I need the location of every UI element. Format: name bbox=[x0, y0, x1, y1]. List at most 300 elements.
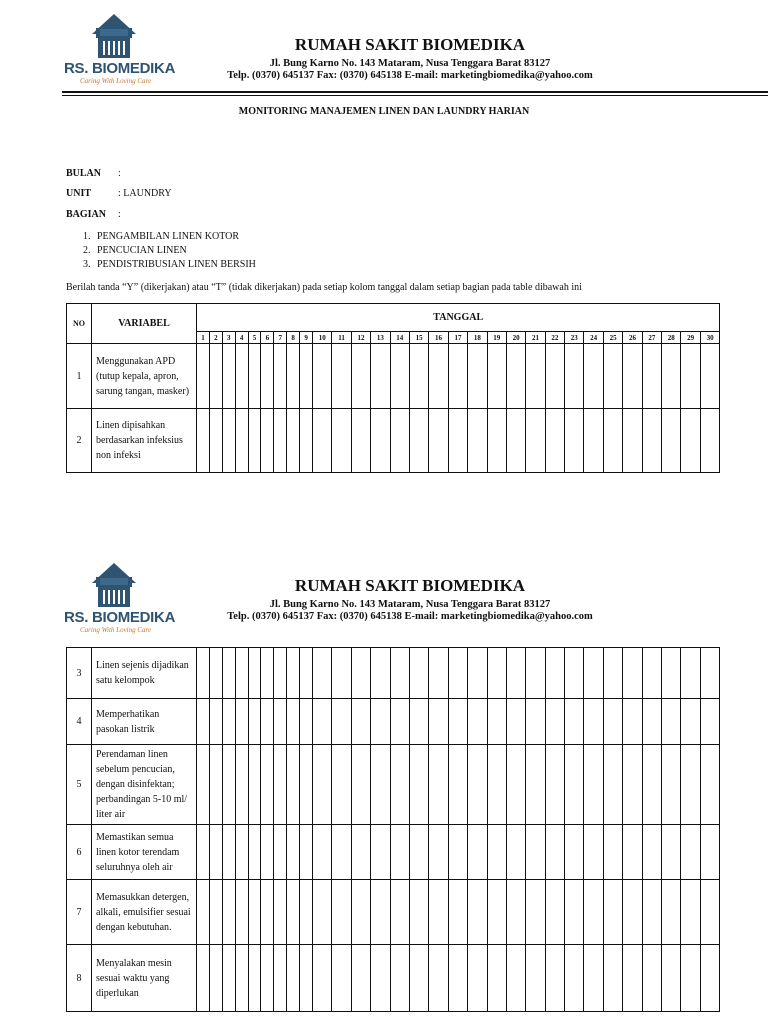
day-cell-7[interactable] bbox=[274, 409, 287, 473]
table-row bbox=[67, 745, 720, 825]
building-icon bbox=[90, 14, 138, 60]
day-cell-16[interactable] bbox=[429, 880, 448, 945]
field-bulan bbox=[66, 168, 121, 179]
day-header-21: 21 bbox=[526, 332, 545, 344]
day-cell-8[interactable] bbox=[287, 648, 300, 699]
day-cell-3[interactable] bbox=[222, 825, 235, 880]
day-cell-26[interactable] bbox=[623, 745, 642, 825]
day-cell-8[interactable] bbox=[287, 825, 300, 880]
list-number: 3. bbox=[83, 259, 91, 270]
day-cell-20[interactable] bbox=[506, 409, 525, 473]
day-cell-26[interactable] bbox=[623, 344, 642, 409]
building-icon bbox=[90, 563, 138, 609]
day-cell-14[interactable] bbox=[390, 745, 409, 825]
day-cell-11[interactable] bbox=[332, 409, 351, 473]
day-cell-18[interactable] bbox=[468, 880, 487, 945]
row-variabel: Perendaman linen sebelum pencucian, dengan disinfektan; perbandingan 5-10 ml/ liter air bbox=[92, 745, 197, 825]
day-cell-23[interactable] bbox=[565, 699, 584, 745]
day-cell-19[interactable] bbox=[487, 699, 506, 745]
day-cell-20[interactable] bbox=[506, 699, 525, 745]
table-row bbox=[67, 648, 720, 699]
day-cell-20[interactable] bbox=[506, 745, 525, 825]
day-cell-12[interactable] bbox=[351, 409, 370, 473]
day-cell-14[interactable] bbox=[390, 945, 409, 1012]
day-cell-14[interactable] bbox=[390, 409, 409, 473]
day-cell-23[interactable] bbox=[565, 409, 584, 473]
day-cell-29[interactable] bbox=[681, 745, 700, 825]
table-row bbox=[67, 344, 720, 409]
day-cell-7[interactable] bbox=[274, 945, 287, 1012]
day-cell-29[interactable] bbox=[681, 880, 700, 945]
day-cell-17[interactable] bbox=[448, 409, 467, 473]
field-value: : bbox=[118, 168, 121, 179]
day-cell-11[interactable] bbox=[332, 699, 351, 745]
day-cell-1[interactable] bbox=[197, 825, 210, 880]
day-cell-7[interactable] bbox=[274, 648, 287, 699]
day-cell-19[interactable] bbox=[487, 648, 506, 699]
day-cell-21[interactable] bbox=[526, 880, 545, 945]
day-cell-5[interactable] bbox=[248, 745, 261, 825]
day-cell-23[interactable] bbox=[565, 825, 584, 880]
day-cell-12[interactable] bbox=[351, 648, 370, 699]
day-cell-4[interactable] bbox=[235, 409, 248, 473]
day-cell-13[interactable] bbox=[371, 409, 390, 473]
day-cell-1[interactable] bbox=[197, 745, 210, 825]
day-cell-6[interactable] bbox=[261, 699, 274, 745]
day-cell-20[interactable] bbox=[506, 825, 525, 880]
day-cell-17[interactable] bbox=[448, 945, 467, 1012]
day-cell-25[interactable] bbox=[603, 825, 622, 880]
day-cell-6[interactable] bbox=[261, 745, 274, 825]
day-cell-22[interactable] bbox=[545, 945, 564, 1012]
day-cell-24[interactable] bbox=[584, 825, 603, 880]
day-cell-7[interactable] bbox=[274, 699, 287, 745]
day-cell-16[interactable] bbox=[429, 344, 448, 409]
day-cell-6[interactable] bbox=[261, 880, 274, 945]
day-cell-18[interactable] bbox=[468, 945, 487, 1012]
day-cell-8[interactable] bbox=[287, 699, 300, 745]
day-cell-4[interactable] bbox=[235, 648, 248, 699]
list-number: 1. bbox=[83, 231, 91, 242]
list-item bbox=[83, 244, 256, 258]
day-cell-29[interactable] bbox=[681, 648, 700, 699]
day-cell-15[interactable] bbox=[409, 880, 428, 945]
day-cell-4[interactable] bbox=[235, 344, 248, 409]
day-cell-26[interactable] bbox=[623, 699, 642, 745]
day-cell-26[interactable] bbox=[623, 880, 642, 945]
day-cell-29[interactable] bbox=[681, 409, 700, 473]
day-cell-27[interactable] bbox=[642, 825, 661, 880]
day-cell-24[interactable] bbox=[584, 344, 603, 409]
day-cell-15[interactable] bbox=[409, 699, 428, 745]
hospital-address: Jl. Bung Karno No. 143 Mataram, Nusa Tenggara Barat 83127 bbox=[269, 58, 551, 69]
day-cell-3[interactable] bbox=[222, 409, 235, 473]
day-cell-11[interactable] bbox=[332, 825, 351, 880]
day-cell-6[interactable] bbox=[261, 344, 274, 409]
day-cell-17[interactable] bbox=[448, 745, 467, 825]
day-cell-2[interactable] bbox=[209, 825, 222, 880]
day-cell-18[interactable] bbox=[468, 699, 487, 745]
day-cell-11[interactable] bbox=[332, 880, 351, 945]
day-cell-27[interactable] bbox=[642, 945, 661, 1012]
day-cell-18[interactable] bbox=[468, 825, 487, 880]
day-cell-5[interactable] bbox=[248, 344, 261, 409]
day-cell-19[interactable] bbox=[487, 945, 506, 1012]
day-cell-18[interactable] bbox=[468, 344, 487, 409]
day-cell-18[interactable] bbox=[468, 648, 487, 699]
day-header-27: 27 bbox=[642, 332, 661, 344]
day-cell-27[interactable] bbox=[642, 880, 661, 945]
day-cell-21[interactable] bbox=[526, 648, 545, 699]
day-cell-15[interactable] bbox=[409, 409, 428, 473]
day-cell-19[interactable] bbox=[487, 880, 506, 945]
day-cell-28[interactable] bbox=[662, 648, 681, 699]
row-variabel: Memastikan semua linen kotor terendam seluruhnya oleh air bbox=[92, 825, 197, 880]
day-cell-26[interactable] bbox=[623, 409, 642, 473]
day-cell-24[interactable] bbox=[584, 945, 603, 1012]
day-cell-7[interactable] bbox=[274, 344, 287, 409]
list-number: 2. bbox=[83, 245, 91, 256]
day-cell-28[interactable] bbox=[662, 745, 681, 825]
day-cell-9[interactable] bbox=[300, 825, 313, 880]
day-cell-25[interactable] bbox=[603, 699, 622, 745]
day-cell-12[interactable] bbox=[351, 880, 370, 945]
day-cell-3[interactable] bbox=[222, 945, 235, 1012]
day-cell-4[interactable] bbox=[235, 825, 248, 880]
day-cell-10[interactable] bbox=[313, 699, 332, 745]
day-cell-5[interactable] bbox=[248, 699, 261, 745]
day-cell-22[interactable] bbox=[545, 745, 564, 825]
day-cell-18[interactable] bbox=[468, 409, 487, 473]
day-cell-5[interactable] bbox=[248, 945, 261, 1012]
day-header-22: 22 bbox=[545, 332, 564, 344]
day-cell-25[interactable] bbox=[603, 880, 622, 945]
day-cell-18[interactable] bbox=[468, 745, 487, 825]
day-cell-7[interactable] bbox=[274, 825, 287, 880]
day-cell-24[interactable] bbox=[584, 699, 603, 745]
day-cell-17[interactable] bbox=[448, 344, 467, 409]
day-cell-14[interactable] bbox=[390, 880, 409, 945]
day-cell-13[interactable] bbox=[371, 344, 390, 409]
day-cell-25[interactable] bbox=[603, 409, 622, 473]
day-cell-15[interactable] bbox=[409, 344, 428, 409]
day-cell-28[interactable] bbox=[662, 699, 681, 745]
day-cell-30[interactable] bbox=[700, 945, 719, 1012]
day-cell-16[interactable] bbox=[429, 745, 448, 825]
day-cell-21[interactable] bbox=[526, 745, 545, 825]
table-row bbox=[67, 409, 720, 473]
list-item bbox=[83, 230, 256, 244]
day-cell-10[interactable] bbox=[313, 825, 332, 880]
day-cell-13[interactable] bbox=[371, 699, 390, 745]
day-cell-19[interactable] bbox=[487, 344, 506, 409]
day-cell-13[interactable] bbox=[371, 880, 390, 945]
row-number: 6 bbox=[67, 825, 92, 880]
day-header-30: 30 bbox=[700, 332, 720, 344]
field-bagian bbox=[66, 209, 121, 220]
day-cell-2[interactable] bbox=[209, 699, 222, 745]
day-cell-12[interactable] bbox=[351, 344, 370, 409]
day-cell-9[interactable] bbox=[300, 745, 313, 825]
day-cell-17[interactable] bbox=[448, 825, 467, 880]
day-cell-3[interactable] bbox=[222, 745, 235, 825]
day-cell-27[interactable] bbox=[642, 699, 661, 745]
day-cell-21[interactable] bbox=[526, 699, 545, 745]
day-cell-30[interactable] bbox=[700, 745, 719, 825]
row-variabel: Menggunakan APD (tutup kepala, apron, sarung tangan, masker) bbox=[92, 344, 197, 409]
day-cell-30[interactable] bbox=[700, 409, 720, 473]
day-cell-23[interactable] bbox=[565, 945, 584, 1012]
day-cell-6[interactable] bbox=[261, 945, 274, 1012]
day-cell-7[interactable] bbox=[274, 745, 287, 825]
hospital-name: RUMAH SAKIT BIOMEDIKA bbox=[294, 35, 526, 54]
day-cell-24[interactable] bbox=[584, 648, 603, 699]
day-cell-26[interactable] bbox=[623, 648, 642, 699]
day-cell-22[interactable] bbox=[545, 699, 564, 745]
day-cell-20[interactable] bbox=[506, 648, 525, 699]
monitoring-table-page1 bbox=[66, 303, 720, 473]
day-header-7: 7 bbox=[274, 332, 287, 344]
day-cell-13[interactable] bbox=[371, 745, 390, 825]
hospital-logo bbox=[64, 14, 176, 94]
field-label: BULAN bbox=[66, 168, 102, 179]
day-cell-30[interactable] bbox=[700, 344, 720, 409]
day-cell-5[interactable] bbox=[248, 409, 261, 473]
day-cell-17[interactable] bbox=[448, 648, 467, 699]
day-cell-2[interactable] bbox=[209, 344, 222, 409]
day-cell-29[interactable] bbox=[681, 945, 700, 1012]
day-cell-20[interactable] bbox=[506, 880, 525, 945]
day-cell-21[interactable] bbox=[526, 409, 545, 473]
day-cell-23[interactable] bbox=[565, 648, 584, 699]
day-cell-11[interactable] bbox=[332, 745, 351, 825]
day-cell-25[interactable] bbox=[603, 344, 622, 409]
day-header-15: 15 bbox=[409, 332, 428, 344]
day-cell-25[interactable] bbox=[603, 745, 622, 825]
day-cell-8[interactable] bbox=[287, 344, 300, 409]
day-cell-16[interactable] bbox=[429, 699, 448, 745]
day-cell-14[interactable] bbox=[390, 648, 409, 699]
day-header-20: 20 bbox=[506, 332, 525, 344]
row-number: 8 bbox=[67, 945, 92, 1012]
day-cell-28[interactable] bbox=[662, 880, 681, 945]
day-cell-12[interactable] bbox=[351, 825, 370, 880]
day-cell-11[interactable] bbox=[332, 344, 351, 409]
day-cell-26[interactable] bbox=[623, 825, 642, 880]
row-number: 4 bbox=[67, 699, 92, 745]
day-cell-20[interactable] bbox=[506, 344, 525, 409]
day-cell-15[interactable] bbox=[409, 648, 428, 699]
day-cell-10[interactable] bbox=[313, 409, 332, 473]
day-cell-16[interactable] bbox=[429, 825, 448, 880]
day-cell-24[interactable] bbox=[584, 745, 603, 825]
day-cell-16[interactable] bbox=[429, 648, 448, 699]
day-cell-19[interactable] bbox=[487, 745, 506, 825]
day-cell-3[interactable] bbox=[222, 648, 235, 699]
day-cell-5[interactable] bbox=[248, 825, 261, 880]
day-cell-30[interactable] bbox=[700, 699, 719, 745]
list-text: PENDISTRIBUSIAN LINEN BERSIH bbox=[97, 259, 256, 270]
day-cell-4[interactable] bbox=[235, 699, 248, 745]
day-cell-8[interactable] bbox=[287, 409, 300, 473]
day-cell-15[interactable] bbox=[409, 945, 428, 1012]
day-cell-14[interactable] bbox=[390, 344, 409, 409]
day-cell-10[interactable] bbox=[313, 344, 332, 409]
field-value: : bbox=[118, 209, 121, 220]
field-value: : LAUNDRY bbox=[118, 188, 172, 199]
day-cell-22[interactable] bbox=[545, 409, 564, 473]
day-cell-4[interactable] bbox=[235, 880, 248, 945]
day-cell-30[interactable] bbox=[700, 880, 719, 945]
day-cell-23[interactable] bbox=[565, 344, 584, 409]
day-cell-7[interactable] bbox=[274, 880, 287, 945]
day-cell-11[interactable] bbox=[332, 648, 351, 699]
header-no: NO bbox=[67, 304, 92, 344]
day-cell-22[interactable] bbox=[545, 648, 564, 699]
day-cell-16[interactable] bbox=[429, 409, 448, 473]
hospital-logo bbox=[64, 563, 176, 643]
day-cell-29[interactable] bbox=[681, 344, 700, 409]
day-cell-28[interactable] bbox=[662, 945, 681, 1012]
day-cell-30[interactable] bbox=[700, 648, 719, 699]
day-cell-2[interactable] bbox=[209, 409, 222, 473]
row-variabel: Menyalakan mesin sesuai waktu yang diperlukan bbox=[92, 945, 197, 1012]
day-cell-6[interactable] bbox=[261, 825, 274, 880]
day-cell-21[interactable] bbox=[526, 945, 545, 1012]
day-cell-2[interactable] bbox=[209, 945, 222, 1012]
day-cell-1[interactable] bbox=[197, 880, 210, 945]
day-cell-27[interactable] bbox=[642, 745, 661, 825]
day-cell-19[interactable] bbox=[487, 825, 506, 880]
day-cell-28[interactable] bbox=[662, 344, 681, 409]
day-cell-6[interactable] bbox=[261, 648, 274, 699]
day-cell-3[interactable] bbox=[222, 344, 235, 409]
hospital-contact: Telp. (0370) 645137 Fax: (0370) 645138 E-mail: marketingbiomedika@yahoo.com bbox=[227, 70, 593, 81]
day-cell-1[interactable] bbox=[197, 344, 210, 409]
day-cell-29[interactable] bbox=[681, 699, 700, 745]
day-cell-23[interactable] bbox=[565, 880, 584, 945]
day-cell-21[interactable] bbox=[526, 825, 545, 880]
day-header-8: 8 bbox=[287, 332, 300, 344]
day-cell-2[interactable] bbox=[209, 745, 222, 825]
day-cell-10[interactable] bbox=[313, 745, 332, 825]
day-cell-20[interactable] bbox=[506, 945, 525, 1012]
day-cell-12[interactable] bbox=[351, 945, 370, 1012]
table-row bbox=[67, 825, 720, 880]
field-label: BAGIAN bbox=[66, 209, 107, 220]
monitoring-table-page2 bbox=[66, 647, 720, 1012]
header-tanggal: TANGGAL bbox=[197, 304, 720, 332]
day-header-19: 19 bbox=[487, 332, 506, 344]
day-cell-17[interactable] bbox=[448, 699, 467, 745]
bagian-list bbox=[83, 230, 256, 272]
day-cell-15[interactable] bbox=[409, 825, 428, 880]
day-cell-25[interactable] bbox=[603, 648, 622, 699]
day-cell-24[interactable] bbox=[584, 409, 603, 473]
day-cell-10[interactable] bbox=[313, 648, 332, 699]
table-row bbox=[67, 699, 720, 745]
day-cell-9[interactable] bbox=[300, 648, 313, 699]
day-cell-1[interactable] bbox=[197, 699, 210, 745]
hospital-contact: Telp. (0370) 645137 Fax: (0370) 645138 E-mail: marketingbiomedika@yahoo.com bbox=[227, 611, 593, 622]
day-cell-8[interactable] bbox=[287, 945, 300, 1012]
day-cell-25[interactable] bbox=[603, 945, 622, 1012]
day-cell-4[interactable] bbox=[235, 945, 248, 1012]
day-cell-9[interactable] bbox=[300, 409, 313, 473]
day-cell-30[interactable] bbox=[700, 825, 719, 880]
day-cell-22[interactable] bbox=[545, 344, 564, 409]
day-cell-23[interactable] bbox=[565, 745, 584, 825]
day-cell-22[interactable] bbox=[545, 880, 564, 945]
day-cell-13[interactable] bbox=[371, 648, 390, 699]
day-header-2: 2 bbox=[209, 332, 222, 344]
day-cell-9[interactable] bbox=[300, 880, 313, 945]
day-cell-17[interactable] bbox=[448, 880, 467, 945]
day-cell-5[interactable] bbox=[248, 880, 261, 945]
day-cell-9[interactable] bbox=[300, 945, 313, 1012]
day-cell-9[interactable] bbox=[300, 699, 313, 745]
day-cell-1[interactable] bbox=[197, 945, 210, 1012]
day-header-6: 6 bbox=[261, 332, 274, 344]
day-cell-24[interactable] bbox=[584, 880, 603, 945]
day-cell-1[interactable] bbox=[197, 648, 210, 699]
day-cell-29[interactable] bbox=[681, 825, 700, 880]
day-cell-27[interactable] bbox=[642, 409, 661, 473]
day-header-17: 17 bbox=[448, 332, 467, 344]
logo-tagline: Caring With Loving Care bbox=[80, 626, 152, 634]
day-cell-9[interactable] bbox=[300, 344, 313, 409]
day-cell-5[interactable] bbox=[248, 648, 261, 699]
day-cell-8[interactable] bbox=[287, 745, 300, 825]
day-cell-12[interactable] bbox=[351, 745, 370, 825]
day-cell-1[interactable] bbox=[197, 409, 210, 473]
day-cell-28[interactable] bbox=[662, 409, 681, 473]
day-cell-12[interactable] bbox=[351, 699, 370, 745]
day-cell-21[interactable] bbox=[526, 344, 545, 409]
day-cell-27[interactable] bbox=[642, 648, 661, 699]
day-cell-14[interactable] bbox=[390, 825, 409, 880]
day-cell-16[interactable] bbox=[429, 945, 448, 1012]
day-cell-6[interactable] bbox=[261, 409, 274, 473]
day-cell-27[interactable] bbox=[642, 344, 661, 409]
day-cell-8[interactable] bbox=[287, 880, 300, 945]
logo-name: RS. BIOMEDIKA bbox=[64, 60, 176, 77]
day-cell-4[interactable] bbox=[235, 745, 248, 825]
day-cell-2[interactable] bbox=[209, 880, 222, 945]
row-number: 5 bbox=[67, 745, 92, 825]
day-cell-10[interactable] bbox=[313, 880, 332, 945]
day-cell-3[interactable] bbox=[222, 880, 235, 945]
day-header-18: 18 bbox=[468, 332, 487, 344]
day-cell-22[interactable] bbox=[545, 825, 564, 880]
day-cell-10[interactable] bbox=[313, 945, 332, 1012]
row-number: 2 bbox=[67, 409, 92, 473]
day-cell-28[interactable] bbox=[662, 825, 681, 880]
day-cell-3[interactable] bbox=[222, 699, 235, 745]
day-header-1: 1 bbox=[197, 332, 210, 344]
day-cell-13[interactable] bbox=[371, 945, 390, 1012]
day-cell-13[interactable] bbox=[371, 825, 390, 880]
day-header-3: 3 bbox=[222, 332, 235, 344]
day-cell-11[interactable] bbox=[332, 945, 351, 1012]
field-label: UNIT bbox=[66, 188, 92, 199]
day-cell-2[interactable] bbox=[209, 648, 222, 699]
day-cell-19[interactable] bbox=[487, 409, 506, 473]
day-cell-15[interactable] bbox=[409, 745, 428, 825]
day-header-16: 16 bbox=[429, 332, 448, 344]
day-cell-14[interactable] bbox=[390, 699, 409, 745]
day-cell-26[interactable] bbox=[623, 945, 642, 1012]
